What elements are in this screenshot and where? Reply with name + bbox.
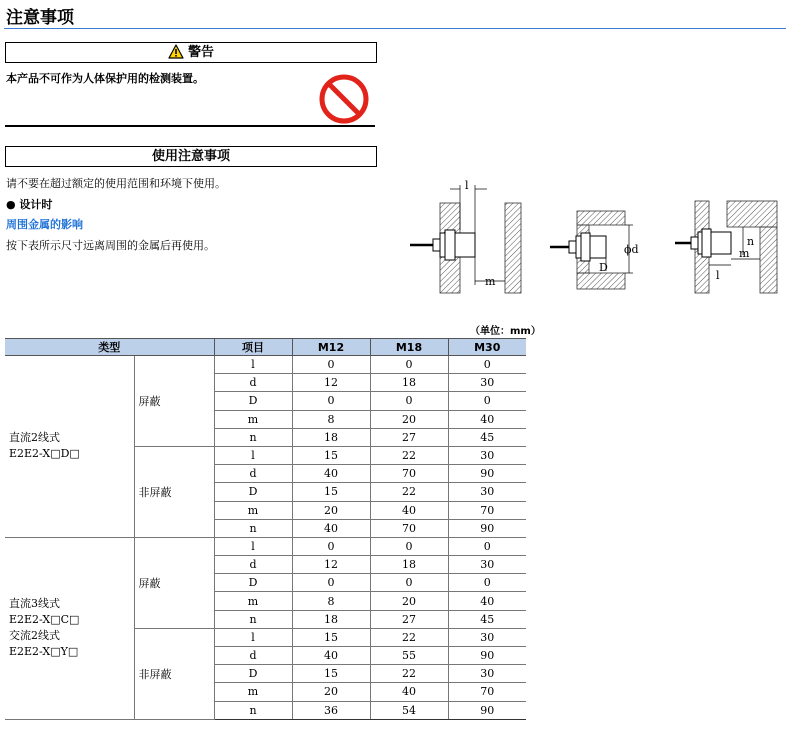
cell-m30: 30	[448, 556, 526, 574]
cell-m18: 0	[370, 537, 448, 555]
cell-item: D	[214, 483, 292, 501]
cell-m12: 15	[292, 665, 370, 683]
cell-m12: 40	[292, 465, 370, 483]
cell-m12: 0	[292, 392, 370, 410]
cell-m12: 12	[292, 556, 370, 574]
cell-m18: 22	[370, 665, 448, 683]
cell-item: d	[214, 556, 292, 574]
header-type: 类型	[5, 339, 214, 356]
cell-m18: 22	[370, 446, 448, 464]
label-l-2: l	[716, 269, 720, 282]
cell-m12: 36	[292, 701, 370, 719]
prohibition-icon	[318, 73, 370, 129]
cell-item: m	[214, 683, 292, 701]
cell-m30: 90	[448, 647, 526, 665]
cell-m30: 0	[448, 537, 526, 555]
page-title: 注意事项	[6, 8, 74, 28]
cell-m30: 45	[448, 610, 526, 628]
cell-m12: 0	[292, 537, 370, 555]
cell-m12: 8	[292, 592, 370, 610]
label-m-2: m	[739, 247, 750, 260]
subgroup-name-cell: 非屏蔽	[134, 628, 214, 719]
cell-item: l	[214, 537, 292, 555]
group-type-line: E2E2-X□Y□	[9, 645, 79, 659]
cell-item: n	[214, 610, 292, 628]
group-type-line: 交流2线式	[9, 629, 60, 643]
cell-m12: 12	[292, 374, 370, 392]
warning-heading: 警告	[187, 45, 214, 60]
cell-m30: 0	[448, 356, 526, 374]
cell-item: d	[214, 647, 292, 665]
label-m-1: m	[485, 275, 496, 288]
cell-item: l	[214, 628, 292, 646]
cell-m18: 22	[370, 483, 448, 501]
design-heading: ● 设计时	[6, 198, 53, 211]
cell-item: n	[214, 428, 292, 446]
cell-m18: 18	[370, 556, 448, 574]
instruction-text: 按下表所示尺寸远离周围的金属后再使用。	[6, 239, 215, 252]
group-type-line: 直流2线式	[9, 431, 60, 445]
subgroup-name-cell: 非屏蔽	[134, 446, 214, 537]
cell-m30: 0	[448, 392, 526, 410]
cell-m18: 0	[370, 574, 448, 592]
cell-m18: 0	[370, 356, 448, 374]
group-type-line: E2E2-X□D□	[9, 447, 80, 461]
cell-item: m	[214, 410, 292, 428]
cell-m18: 40	[370, 683, 448, 701]
cell-m30: 30	[448, 628, 526, 646]
diagram-flush-mount	[410, 179, 521, 293]
cell-item: m	[214, 501, 292, 519]
cell-m12: 0	[292, 356, 370, 374]
cell-m30: 0	[448, 574, 526, 592]
warning-header	[5, 42, 377, 63]
label-l-1: l	[465, 179, 469, 192]
warning-text: 本产品不可作为人体保护用的检测装置。	[6, 72, 204, 85]
table-row	[5, 537, 526, 555]
cell-item: n	[214, 701, 292, 719]
cell-m12: 15	[292, 446, 370, 464]
group-type-line: E2E2-X□C□	[9, 613, 80, 627]
cell-m18: 70	[370, 465, 448, 483]
cell-item: l	[214, 446, 292, 464]
usage-notes-heading: 使用注意事项	[151, 149, 230, 164]
surrounding-metal-heading: 周围金属的影响	[6, 218, 83, 231]
group-type-line: 直流3线式	[9, 597, 60, 611]
header-m12: M12	[292, 339, 370, 356]
table-row	[5, 356, 526, 374]
cell-item: D	[214, 392, 292, 410]
title-divider	[4, 28, 786, 29]
header-item: 项目	[214, 339, 292, 356]
cell-m18: 54	[370, 701, 448, 719]
cell-m18: 0	[370, 392, 448, 410]
cell-m30: 90	[448, 519, 526, 537]
cell-m18: 20	[370, 410, 448, 428]
diagram-parallel-mount	[675, 201, 777, 293]
cell-m30: 70	[448, 501, 526, 519]
cell-item: m	[214, 592, 292, 610]
table-header-row	[5, 339, 526, 356]
cell-m18: 18	[370, 374, 448, 392]
cell-m12: 20	[292, 683, 370, 701]
label-d: ϕd	[624, 243, 639, 256]
cell-m18: 40	[370, 501, 448, 519]
group-type-cell	[5, 537, 134, 719]
cell-m18: 20	[370, 592, 448, 610]
cell-item: D	[214, 574, 292, 592]
header-m30: M30	[448, 339, 526, 356]
diagram-recessed-mount	[550, 211, 639, 289]
cell-m18: 27	[370, 428, 448, 446]
label-n: n	[747, 235, 755, 248]
cell-m30: 90	[448, 701, 526, 719]
usage-notes-header	[5, 146, 377, 167]
unit-note: （单位：mm）	[470, 326, 541, 337]
cell-m12: 18	[292, 610, 370, 628]
cell-item: l	[214, 356, 292, 374]
cell-m18: 27	[370, 610, 448, 628]
cell-item: n	[214, 519, 292, 537]
cell-m12: 18	[292, 428, 370, 446]
cell-m30: 30	[448, 374, 526, 392]
usage-text: 请不要在超过额定的使用范围和环境下使用。	[6, 177, 226, 190]
cell-m30: 40	[448, 410, 526, 428]
cell-m30: 30	[448, 483, 526, 501]
cell-m18: 70	[370, 519, 448, 537]
cell-m18: 55	[370, 647, 448, 665]
cell-m12: 40	[292, 647, 370, 665]
cell-m30: 70	[448, 683, 526, 701]
subgroup-name-cell: 屏蔽	[134, 356, 214, 447]
cell-m12: 20	[292, 501, 370, 519]
cell-item: d	[214, 465, 292, 483]
table-body	[5, 356, 526, 720]
cell-m30: 90	[448, 465, 526, 483]
label-D: D	[599, 261, 608, 274]
cell-m30: 30	[448, 446, 526, 464]
cell-m12: 8	[292, 410, 370, 428]
cell-m12: 40	[292, 519, 370, 537]
warning-divider	[5, 125, 375, 127]
cell-item: D	[214, 665, 292, 683]
header-m18: M18	[370, 339, 448, 356]
cell-item: d	[214, 374, 292, 392]
cell-m12: 15	[292, 628, 370, 646]
mounting-diagram	[405, 175, 785, 304]
cell-m30: 30	[448, 665, 526, 683]
cell-m30: 40	[448, 592, 526, 610]
warning-triangle-icon	[168, 44, 184, 65]
cell-m12: 15	[292, 483, 370, 501]
cell-m18: 22	[370, 628, 448, 646]
cell-m30: 45	[448, 428, 526, 446]
subgroup-name-cell: 屏蔽	[134, 537, 214, 628]
group-type-cell	[5, 356, 134, 538]
spec-table	[5, 338, 526, 720]
cell-m12: 0	[292, 574, 370, 592]
